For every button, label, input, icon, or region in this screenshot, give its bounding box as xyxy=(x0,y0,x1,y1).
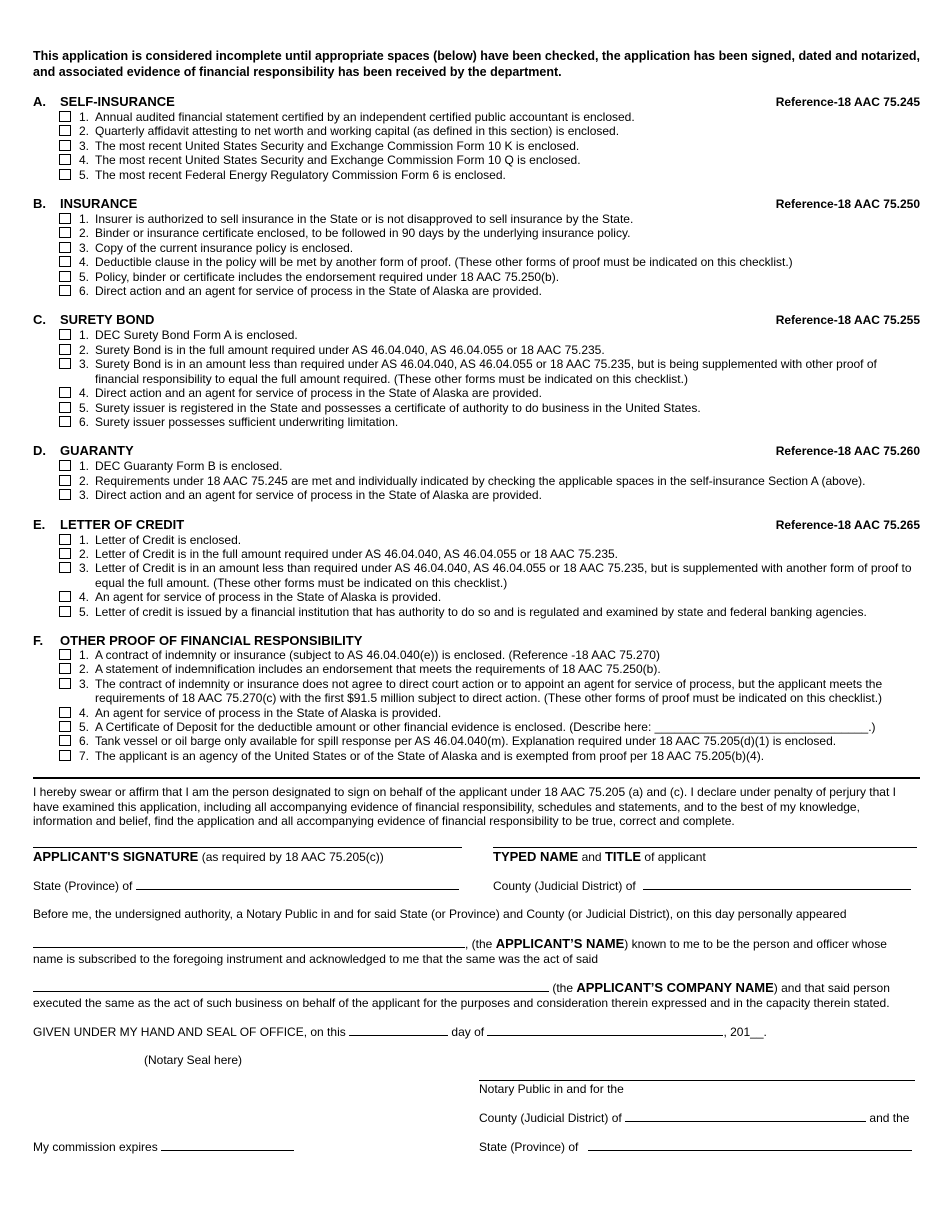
item-number: 1. xyxy=(78,532,89,547)
checklist-item xyxy=(33,415,920,429)
checkbox[interactable] xyxy=(59,154,71,165)
item-text: The most recent United States Security and Exchange Commission Form 10 Q is enclosed. xyxy=(95,153,581,168)
applicant-signature-heading: APPLICANT'S SIGNATURE xyxy=(33,849,199,864)
item-text: Surety issuer is registered in the State and possesses a certificate of authority to do business in the United States. xyxy=(95,400,701,415)
checklist-item xyxy=(33,561,920,590)
item-text: Direct action and an agent for service of process in the State of Alaska are provided. xyxy=(95,284,542,299)
item-text: Requirements under 18 AAC 75.245 are met and individually indicated by checking the applicable spaces in the self-insurance Section A (above). xyxy=(95,473,866,488)
section-reference: Reference-18 AAC 75.260 xyxy=(775,444,920,459)
section-b xyxy=(33,196,920,298)
checkbox[interactable] xyxy=(59,271,71,282)
item-number: 4. xyxy=(78,386,89,401)
checklist-item xyxy=(33,110,920,124)
checkbox[interactable] xyxy=(59,534,71,545)
section-title-group xyxy=(33,443,134,458)
checkbox[interactable] xyxy=(59,402,71,413)
checkbox[interactable] xyxy=(59,591,71,602)
item-number: 4. xyxy=(78,153,89,168)
item-number: 4. xyxy=(78,590,89,605)
section-letter: D. xyxy=(33,443,46,459)
section-letter: F. xyxy=(33,632,44,648)
item-number: 4. xyxy=(78,705,89,720)
checklist-item xyxy=(33,139,920,153)
checkbox[interactable] xyxy=(59,169,71,180)
checklist-item xyxy=(33,749,920,763)
item-number: 2. xyxy=(78,546,89,561)
notary-state-row xyxy=(479,1140,912,1154)
checklist-item xyxy=(33,533,920,547)
checkbox[interactable] xyxy=(59,606,71,617)
item-text: The most recent United States Security and Exchange Commission Form 10 K is enclosed. xyxy=(95,138,580,153)
notary-signature-line[interactable] xyxy=(479,1080,915,1081)
checklist-item xyxy=(33,270,920,284)
section-title: LETTER OF CREDIT xyxy=(60,516,185,532)
checklist-item xyxy=(33,605,920,619)
item-number: 1. xyxy=(78,459,89,474)
item-text: A contract of indemnity or insurance (subject to AS 46.04.040(e)) is enclosed. (Reference -18 AAC 75.270) xyxy=(95,647,660,662)
item-text: An agent for service of process in the State of Alaska is provided. xyxy=(95,590,442,605)
applicant-signature-line[interactable] xyxy=(33,847,462,848)
section-title: SURETY BOND xyxy=(60,312,155,328)
year-label: , 201__. xyxy=(723,1025,767,1039)
section-letter: E. xyxy=(33,516,46,532)
item-text: Quarterly affidavit attesting to net worth and working capital (as defined in this section) is enclosed. xyxy=(95,124,620,139)
company-name-row xyxy=(33,981,890,995)
checkbox[interactable] xyxy=(59,125,71,136)
name-prefix: , (the xyxy=(465,937,493,951)
applicant-state-row xyxy=(33,879,459,893)
company-name-field[interactable] xyxy=(33,981,549,992)
checklist-item xyxy=(33,343,920,357)
applicant-name-field[interactable] xyxy=(33,937,465,948)
checklist-item xyxy=(33,720,920,734)
divider xyxy=(33,777,920,779)
item-text: The most recent Federal Energy Regulatory Commission Form 6 is enclosed. xyxy=(95,167,506,182)
section-title: INSURANCE xyxy=(60,196,138,212)
item-number: 6. xyxy=(78,414,89,429)
item-text: Letter of Credit is in an amount less than required under AS 46.04.040, AS 46.04.055 or 18 AAC 75.235, but is supplemented with another form of proof to equal the full amount. (These other forms must be indicated on this checklist.) xyxy=(95,561,912,590)
checkbox[interactable] xyxy=(59,242,71,253)
item-text: Letter of credit is issued by a financial institution that has authority to do so and is regulated and examined by state and federal banking agencies. xyxy=(95,604,867,619)
item-text: Tank vessel or oil barge only available for spill response per AS 46.04.040(m). Explanation required under 18 AAC 75.205(d)(1) is enclosed. xyxy=(95,734,837,749)
section-f xyxy=(33,633,920,763)
checkbox[interactable] xyxy=(59,111,71,122)
section-c xyxy=(33,312,920,429)
checkbox[interactable] xyxy=(59,663,71,674)
section-letter: C. xyxy=(33,312,46,328)
section-header xyxy=(33,312,920,328)
item-number: 7. xyxy=(78,748,89,763)
checklist-item xyxy=(33,734,920,748)
item-text: Insurer is authorized to sell insurance in the State or is not disapproved to sell insurance by the State. xyxy=(95,212,634,227)
intro-notice: This application is considered incomplete until appropriate spaces (below) have been checked, the application has been signed, dated and notarized, and associated evidence of financial responsibility has been received by the department. xyxy=(33,49,920,79)
item-text: DEC Guaranty Form B is enclosed. xyxy=(95,459,283,474)
section-header xyxy=(33,196,920,212)
section-title: SELF-INSURANCE xyxy=(60,94,175,109)
applicant-signature-note: (as required by 18 AAC 75.205(c)) xyxy=(201,850,384,864)
item-text: Policy, binder or certificate includes the endorsement required under 18 AAC 75.250(b). xyxy=(95,269,560,284)
checklist-item xyxy=(33,590,920,604)
item-text: Binder or insurance certificate enclosed, to be followed in 90 days by the underlying insurance policy. xyxy=(95,226,631,241)
checklist-item xyxy=(33,168,920,182)
applicant-county-field[interactable] xyxy=(643,879,911,890)
section-title-group xyxy=(33,196,137,211)
notary-county-label: County (Judicial District) of xyxy=(479,1111,622,1125)
item-number: 3. xyxy=(78,676,89,691)
checkbox[interactable] xyxy=(59,358,71,369)
section-title: GUARANTY xyxy=(60,443,134,459)
checkbox[interactable] xyxy=(59,475,71,486)
notary-county-field[interactable] xyxy=(625,1111,866,1122)
section-reference: Reference-18 AAC 75.255 xyxy=(775,313,920,328)
name-suffix: ) known to me to be the person and officer whose xyxy=(624,937,887,951)
typed-name-label xyxy=(493,850,706,864)
checklist-item xyxy=(33,547,920,561)
applicant-state-field[interactable] xyxy=(136,879,459,890)
checkbox[interactable] xyxy=(59,707,71,718)
item-text: Letter of Credit is enclosed. xyxy=(95,532,242,547)
title-heading: TITLE xyxy=(604,849,642,864)
section-header xyxy=(33,94,920,110)
applicant-name-row xyxy=(33,937,887,951)
item-text: The applicant is an agency of the United States or of the State of Alaska and is exempted from proof per 18 AAC 75.205(b)(4). xyxy=(95,748,765,763)
checkbox[interactable] xyxy=(59,213,71,224)
checklist-item xyxy=(33,401,920,415)
checkbox[interactable] xyxy=(59,140,71,151)
item-text: A Certificate of Deposit for the deductible amount or other financial evidence is enclosed. (Describe here: ________________________________.) xyxy=(95,720,876,734)
checkbox[interactable] xyxy=(59,735,71,746)
section-reference: Reference-18 AAC 75.245 xyxy=(775,95,920,109)
checklist-item xyxy=(33,474,920,488)
item-text: Deductible clause in the policy will be met by another form of proof. (These other forms of proof must be indicated on this checklist.) xyxy=(95,255,793,270)
section-reference: Reference-18 AAC 75.250 xyxy=(775,197,920,212)
checklist-item xyxy=(33,226,920,240)
company-suffix: ) and that said person xyxy=(773,981,890,995)
given-label: GIVEN UNDER MY HAND AND SEAL OF OFFICE, on this xyxy=(33,1025,346,1039)
item-text: Surety Bond is in the full amount required under AS 46.04.040, AS 46.04.055 or 18 AAC 75.235. xyxy=(95,342,605,357)
item-number: 2. xyxy=(78,342,89,357)
item-number: 1. xyxy=(78,328,89,343)
given-row xyxy=(33,1025,767,1039)
company-line2: executed the same as the act of such business on behalf of the applicant for the purposes and consideration therein expressed and in the capacity therein stated. xyxy=(33,996,890,1010)
commission-row xyxy=(33,1140,294,1154)
checklist-sections xyxy=(33,94,920,763)
applicant-name-heading: APPLICANT’S NAME xyxy=(495,936,625,951)
checkbox[interactable] xyxy=(59,329,71,340)
checklist-item xyxy=(33,284,920,298)
item-number: 5. xyxy=(78,400,89,415)
checkbox[interactable] xyxy=(59,344,71,355)
name-line2: name is subscribed to the foregoing instrument and acknowledged to me that the same was the act of said xyxy=(33,952,598,966)
applicant-county-row xyxy=(493,879,911,893)
section-title-group xyxy=(33,312,154,327)
item-number: 5. xyxy=(78,269,89,284)
checklist-item xyxy=(33,124,920,138)
typed-and-text: and xyxy=(581,850,602,864)
checkbox[interactable] xyxy=(59,562,71,573)
notary-public-label: Notary Public in and for the xyxy=(479,1082,624,1096)
checklist-item xyxy=(33,648,920,662)
item-text: Copy of the current insurance policy is enclosed. xyxy=(95,240,354,255)
checkbox[interactable] xyxy=(59,548,71,559)
applicant-state-label: State (Province) of xyxy=(33,879,133,893)
item-number: 6. xyxy=(78,734,89,749)
notary-state-field[interactable] xyxy=(588,1140,912,1151)
item-text: The contract of indemnity or insurance does not agree to direct court action or to appoint an agent for service of process, but the applicant meets the requirements of 18 AAC 75.270(c) with the first $91.5 million subject to direct action. (These other forms of proof must be indicated on this checklist.) xyxy=(95,676,883,706)
item-number: 5. xyxy=(78,167,89,182)
company-prefix: (the xyxy=(552,981,574,995)
checkbox[interactable] xyxy=(59,387,71,398)
checkbox[interactable] xyxy=(59,649,71,660)
checklist-item xyxy=(33,459,920,473)
section-letter: B. xyxy=(33,196,46,212)
checklist-item xyxy=(33,153,920,167)
item-number: 4. xyxy=(78,255,89,270)
checklist-item xyxy=(33,488,920,502)
section-letter: A. xyxy=(33,94,46,109)
typed-name-heading: TYPED NAME xyxy=(493,849,579,864)
checkbox[interactable] xyxy=(59,489,71,500)
typed-suffix-text: of applicant xyxy=(644,850,706,864)
item-text: A statement of indemnification includes an endorsement that meets the requirements of 18 AAC 75.250(b). xyxy=(95,662,661,677)
section-e xyxy=(33,517,920,619)
item-text: Surety Bond is in an amount less than required under AS 46.04.040, AS 46.04.055 or 18 AAC 75.235, but is being supplemented with other proof of financial responsibility to equal the full amount required. (These other forms must be indicated on this checklist.) xyxy=(95,357,877,386)
item-number: 2. xyxy=(78,124,89,139)
checkbox[interactable] xyxy=(59,721,71,732)
item-number: 1. xyxy=(78,647,89,662)
applicant-signature-label xyxy=(33,850,384,864)
section-header xyxy=(33,443,920,459)
declaration-text: I hereby swear or affirm that I am the person designated to sign on behalf of the applicant under 18 AAC 75.205 (a) and (c). I declare under penalty of perjury that I have examined this application, including all accompanying evidence of financial responsibility, schedules and statements, and to the best of my knowledge, information and belief, find the application and all accompanying evidence of financial responsibility to be true, correct and complete. xyxy=(33,785,896,829)
checklist-item xyxy=(33,357,920,386)
item-text: Direct action and an agent for service of process in the State of Alaska are provided. xyxy=(95,386,542,401)
checkbox[interactable] xyxy=(59,750,71,761)
item-number: 3. xyxy=(78,138,89,153)
section-reference: Reference-18 AAC 75.265 xyxy=(775,517,920,532)
checklist-item xyxy=(33,706,920,720)
item-text: Annual audited financial statement certified by an independent certified public accountant is enclosed. xyxy=(95,110,635,124)
item-text: Surety issuer possesses sufficient underwriting limitation. xyxy=(95,414,399,429)
item-text: An agent for service of process in the State of Alaska is provided. xyxy=(95,705,442,720)
section-d xyxy=(33,443,920,502)
item-number: 2. xyxy=(78,473,89,488)
commission-field[interactable] xyxy=(161,1140,294,1151)
and-the-text: and the xyxy=(869,1111,910,1125)
section-title: OTHER PROOF OF FINANCIAL RESPONSIBILITY xyxy=(60,632,363,648)
section-a xyxy=(33,94,920,182)
item-text: Letter of Credit is in the full amount required under AS 46.04.040, AS 46.04.055 or 18 AAC 75.235. xyxy=(95,546,619,561)
commission-label: My commission expires xyxy=(33,1140,158,1154)
notary-before-me: Before me, the undersigned authority, a Notary Public in and for said State (or Province) and County (or Judicial District), on this day personally appeared xyxy=(33,907,847,921)
section-header xyxy=(33,517,920,533)
section-title-group xyxy=(33,517,184,532)
item-number: 3. xyxy=(78,357,89,372)
item-number: 5. xyxy=(78,604,89,619)
section-header xyxy=(33,633,920,648)
item-number: 2. xyxy=(78,662,89,677)
checkbox[interactable] xyxy=(59,256,71,267)
item-text: Direct action and an agent for service of process in the State of Alaska are provided. xyxy=(95,488,542,503)
application-checklist xyxy=(33,48,920,828)
item-number: 5. xyxy=(78,720,89,734)
section-title-group xyxy=(33,94,175,109)
checklist-item xyxy=(33,212,920,226)
checklist-item xyxy=(33,662,920,676)
checklist-item xyxy=(33,255,920,269)
checklist-item xyxy=(33,677,920,706)
given-day-field[interactable] xyxy=(349,1025,448,1036)
item-number: 1. xyxy=(78,110,89,124)
checklist-item xyxy=(33,328,920,342)
notary-state-label: State (Province) of xyxy=(479,1140,579,1154)
section-title-group xyxy=(33,633,362,648)
notary-county-row xyxy=(479,1111,909,1125)
applicant-county-label: County (Judicial District) of xyxy=(493,879,636,893)
item-text: DEC Surety Bond Form A is enclosed. xyxy=(95,328,298,343)
day-of-label: day of xyxy=(451,1025,485,1039)
item-number: 6. xyxy=(78,284,89,299)
item-number: 3. xyxy=(78,488,89,503)
checkbox[interactable] xyxy=(59,227,71,238)
given-month-field[interactable] xyxy=(487,1025,723,1036)
typed-name-line[interactable] xyxy=(493,847,917,848)
notary-seal-label: (Notary Seal here) xyxy=(144,1053,243,1067)
checkbox[interactable] xyxy=(59,460,71,471)
checkbox[interactable] xyxy=(59,416,71,427)
checklist-item xyxy=(33,241,920,255)
item-number: 3. xyxy=(78,240,89,255)
item-number: 1. xyxy=(78,212,89,227)
checkbox[interactable] xyxy=(59,285,71,296)
checklist-item xyxy=(33,386,920,400)
checkbox[interactable] xyxy=(59,678,71,689)
company-name-heading: APPLICANT’S COMPANY NAME xyxy=(576,980,774,995)
item-number: 3. xyxy=(78,561,89,576)
item-number: 2. xyxy=(78,226,89,241)
